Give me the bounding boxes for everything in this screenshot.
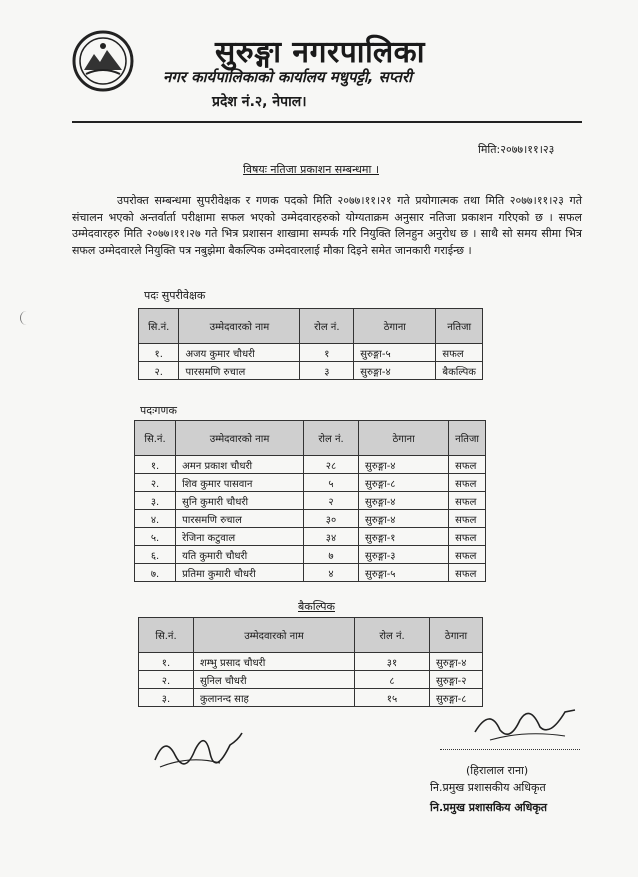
cell: सफल — [449, 546, 486, 564]
cell: ७. — [135, 564, 176, 582]
col-header: उम्मेदवारको नाम — [179, 309, 300, 344]
table-row — [135, 546, 486, 564]
col-header: रोल नं. — [355, 618, 430, 653]
province-line: प्रदेश नं.२, नेपाल। — [212, 94, 307, 110]
table-row — [135, 528, 486, 546]
cell: सुरुङ्गा-५ — [359, 564, 449, 582]
cell: ८ — [355, 671, 430, 689]
table-row — [135, 474, 486, 492]
signature-line — [440, 749, 580, 750]
table-row — [135, 564, 486, 582]
cell: सुरुङ्गा-८ — [430, 689, 483, 707]
cell: अजय कुमार चौधरी — [179, 344, 300, 362]
cell: १. — [139, 344, 179, 362]
col-header: रोल नं. — [303, 421, 358, 456]
counter-table — [134, 420, 486, 582]
cell: पारसमणि रुचाल — [176, 510, 304, 528]
cell: ४ — [303, 564, 358, 582]
table-header-row — [139, 618, 483, 653]
alternate-table — [138, 617, 483, 707]
letter-body: उपरोक्त सम्बन्धमा सुपरीवेक्षक र गणक पदको मिति २०७७।११।२१ गते प्रयोगात्मक तथा मिति २०७७।११।२३ गते संचालन भएको अन्तर्वार्ता परीक्षामा सफल भएको उम्मेदवारहरुको योग्यताक्रम अनुसार नतिजा प्रकाशन गरिएको छ । सफल उम्मेदवारहरु मिति २०७७।११।२७ गते भित्र प्रशासन शाखामा सम्पर्क गरि नियुक्ति लिनहुन अनुरोध छ । साथै सो समय सीमा भित्र सफल उम्मेदवारले नियुक्ति पत्र नबुझेमा बैकल्पिक उम्मेदवारलाई मौका दिइने समेत जानकारी गराईन्छ । — [72, 194, 582, 257]
municipality-emblem-logo — [72, 30, 134, 92]
cell: सुरुङ्गा-४ — [430, 653, 483, 671]
cell: ५ — [303, 474, 358, 492]
cell: यति कुमारी चौधरी — [176, 546, 304, 564]
table2-post-label: पदःगणक — [140, 404, 177, 417]
handwritten-signature-right — [470, 702, 580, 747]
cell: ७ — [303, 546, 358, 564]
municipality-title: सुरुङ्गा नगरपालिका — [215, 35, 425, 70]
col-header: उम्मेदवारको नाम — [176, 421, 304, 456]
letter-subject: विषयः नतिजा प्रकाशन सम्बन्धमा । — [243, 163, 379, 176]
cell: सुनि कुमारी चौधरी — [176, 492, 304, 510]
header-divider — [72, 121, 582, 123]
col-header: उम्मेदवारको नाम — [194, 618, 355, 653]
cell: ३. — [135, 492, 176, 510]
office-address: नगर कार्यपालिकाको कार्यालय मधुपट्टी, सप्तरी — [163, 68, 412, 86]
col-header: ठेगाना — [354, 309, 436, 344]
cell: १५ — [355, 689, 430, 707]
cell: २८ — [303, 456, 358, 474]
cell: २ — [303, 492, 358, 510]
cell: सुरुङ्गा-४ — [359, 492, 449, 510]
table1-post-label: पदः सुपरीवेक्षक — [144, 289, 206, 302]
cell: कुलानन्द साह — [194, 689, 355, 707]
cell: सुरुङ्गा-३ — [359, 546, 449, 564]
signatory-title: नि.प्रमुख प्रशासकीय अधिकृत — [430, 781, 546, 794]
cell: रेजिना कटुवाल — [176, 528, 304, 546]
table-header-row — [135, 421, 486, 456]
table-row — [139, 344, 483, 362]
cell: सफल — [449, 564, 486, 582]
table-row — [139, 671, 483, 689]
cell: सुरुङ्गा-५ — [354, 344, 436, 362]
cell: प्रतिमा कुमारी चौधरी — [176, 564, 304, 582]
table-row — [135, 492, 486, 510]
cell: सुरुङ्गा-४ — [354, 362, 436, 380]
cell: सफल — [449, 510, 486, 528]
cell: सुरुङ्गा-८ — [359, 474, 449, 492]
cell: २. — [135, 474, 176, 492]
cell: ५. — [135, 528, 176, 546]
cell: ३१ — [355, 653, 430, 671]
signatory-name: (हिरालाल राना) — [466, 764, 529, 777]
cell: ३ — [300, 362, 354, 380]
table-row — [135, 456, 486, 474]
table-row — [135, 510, 486, 528]
cell: सफल — [449, 492, 486, 510]
col-header: सि.नं. — [139, 309, 179, 344]
col-header: रोल नं. — [300, 309, 354, 344]
cell: सफल — [449, 528, 486, 546]
cell: २. — [139, 362, 179, 380]
cell: ३४ — [303, 528, 358, 546]
table-header-row — [139, 309, 483, 344]
table-row — [139, 653, 483, 671]
cell: सफल — [436, 344, 483, 362]
table-row — [139, 689, 483, 707]
col-header: नतिजा — [449, 421, 486, 456]
cell: शम्भु प्रसाद चौधरी — [194, 653, 355, 671]
col-header: ठेगाना — [359, 421, 449, 456]
cell: बैकल्पिक — [436, 362, 483, 380]
table-row — [139, 362, 483, 380]
cell: पारसमणि रुचाल — [179, 362, 300, 380]
official-stamp-text: नि.प्रमुख प्रशासकिय अधिकृत — [430, 801, 548, 814]
cell: सुनिल चौधरी — [194, 671, 355, 689]
cell: ४. — [135, 510, 176, 528]
cell: सफल — [449, 474, 486, 492]
letter-date: मिति:२०७७।११।२३ — [478, 143, 555, 156]
cell: २. — [139, 671, 194, 689]
supervisor-table — [138, 308, 483, 380]
cell: ३० — [303, 510, 358, 528]
cell: ३. — [139, 689, 194, 707]
col-header: सि.नं. — [135, 421, 176, 456]
col-header: सि.नं. — [139, 618, 194, 653]
col-header: ठेगाना — [430, 618, 483, 653]
cell: सुरुङ्गा-४ — [359, 456, 449, 474]
cell: सफल — [449, 456, 486, 474]
cell: अमन प्रकाश चौधरी — [176, 456, 304, 474]
table3-post-label: बैकल्पिक — [298, 600, 335, 613]
cell: सुरुङ्गा-२ — [430, 671, 483, 689]
cell: सुरुङ्गा-४ — [359, 510, 449, 528]
cell: सुरुङ्गा-१ — [359, 528, 449, 546]
margin-mark — [20, 311, 33, 325]
cell: शिव कुमार पासवान — [176, 474, 304, 492]
cell: १ — [300, 344, 354, 362]
cell: १. — [135, 456, 176, 474]
handwritten-signature-left — [150, 725, 245, 775]
col-header: नतिजा — [436, 309, 483, 344]
cell: १. — [139, 653, 194, 671]
cell: ६. — [135, 546, 176, 564]
